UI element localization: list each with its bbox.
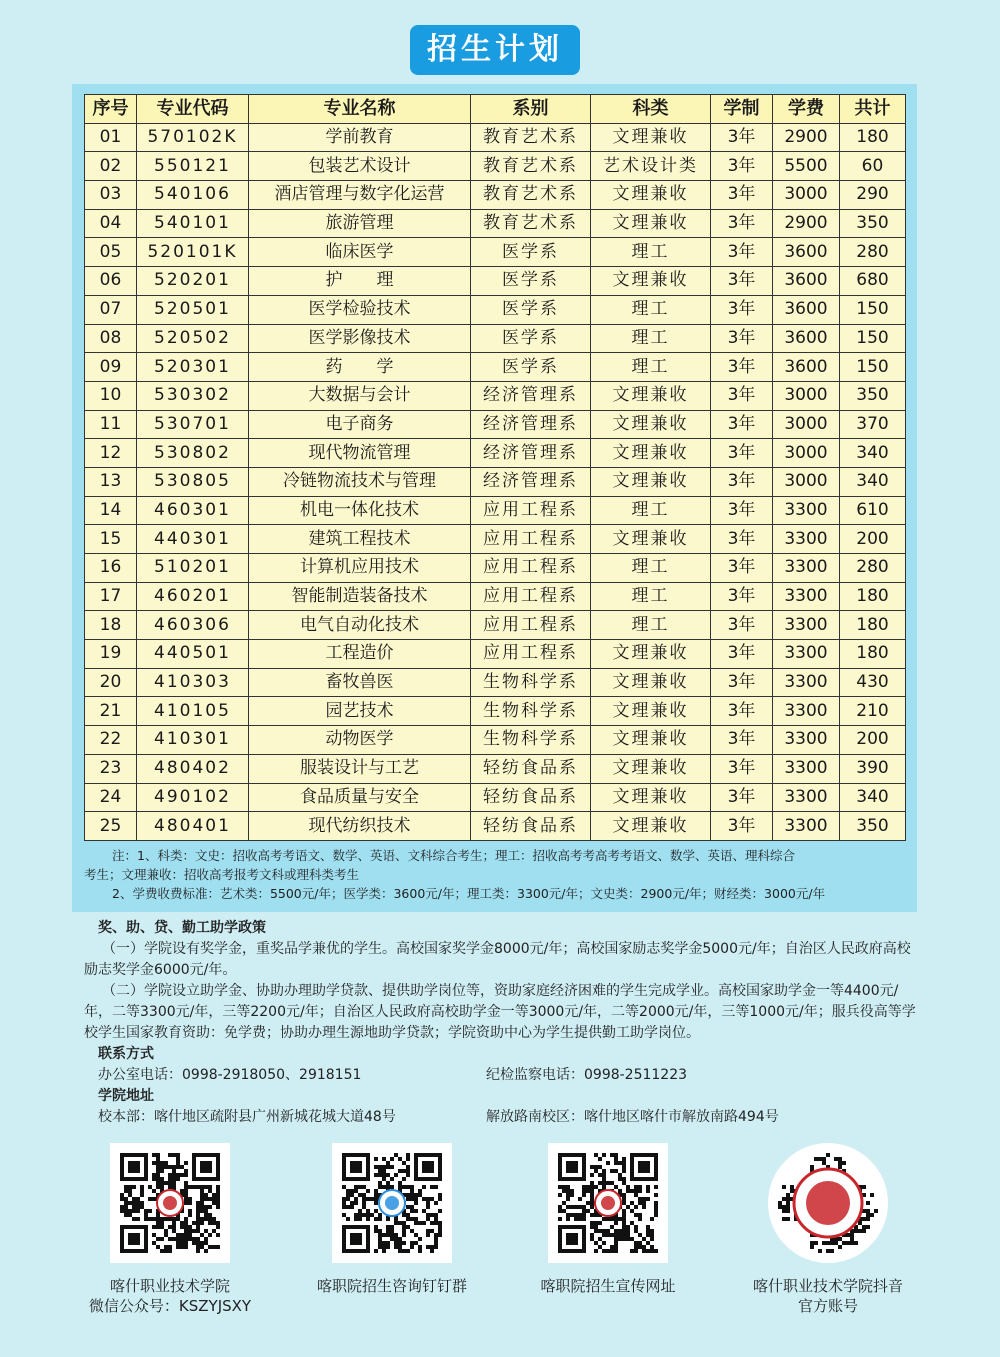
table-cell: 文理兼收 xyxy=(591,726,711,755)
table-cell: 08 xyxy=(85,324,137,353)
enrollment-plan-panel xyxy=(72,84,917,912)
douyin-qr-code xyxy=(768,1143,888,1263)
table-row xyxy=(85,611,906,640)
table-cell: 医学检验技术 xyxy=(249,295,471,324)
table-cell: 经济管理系 xyxy=(471,410,591,439)
table-cell: 3300 xyxy=(773,754,840,783)
table-cell: 应用工程系 xyxy=(471,554,591,583)
table-cell: 食品质量与安全 xyxy=(249,783,471,812)
table-row xyxy=(85,353,906,382)
table-row xyxy=(85,381,906,410)
table-cell: 390 xyxy=(840,754,906,783)
table-cell: 03 xyxy=(85,181,137,210)
table-cell: 3年 xyxy=(711,267,773,296)
table-row xyxy=(85,152,906,181)
table-cell: 350 xyxy=(840,381,906,410)
qr-caption-line: 喀什职业技术学院抖音 xyxy=(752,1277,903,1295)
qr-caption-douyin xyxy=(723,1276,933,1316)
table-cell: 3年 xyxy=(711,554,773,583)
table-cell: 550121 xyxy=(137,152,249,181)
table-cell: 520301 xyxy=(137,353,249,382)
table-cell: 480401 xyxy=(137,812,249,841)
table-cell: 理工 xyxy=(591,295,711,324)
table-cell: 2900 xyxy=(773,209,840,238)
column-header: 专业名称 xyxy=(249,95,471,124)
address-row xyxy=(98,1107,924,1128)
table-cell: 180 xyxy=(840,611,906,640)
table-cell: 3600 xyxy=(773,324,840,353)
table-cell: 教育艺术系 xyxy=(471,181,591,210)
table-cell: 3年 xyxy=(711,353,773,382)
table-cell: 轻纺食品系 xyxy=(471,812,591,841)
table-row xyxy=(85,640,906,669)
table-cell: 生物科学系 xyxy=(471,668,591,697)
table-cell: 3300 xyxy=(773,554,840,583)
table-cell: 动物医学 xyxy=(249,726,471,755)
table-cell: 210 xyxy=(840,697,906,726)
table-cell: 410303 xyxy=(137,668,249,697)
table-cell: 340 xyxy=(840,783,906,812)
table-cell: 畜牧兽医 xyxy=(249,668,471,697)
table-cell: 文理兼收 xyxy=(591,439,711,468)
table-cell: 文理兼收 xyxy=(591,123,711,152)
table-cell: 应用工程系 xyxy=(471,496,591,525)
table-cell: 480402 xyxy=(137,754,249,783)
qr-caption-website xyxy=(503,1276,713,1296)
table-cell: 酒店管理与数字化运营 xyxy=(249,181,471,210)
table-cell: 现代纺织技术 xyxy=(249,812,471,841)
table-cell: 3年 xyxy=(711,410,773,439)
table-cell: 3年 xyxy=(711,496,773,525)
dingtalk-qr-code xyxy=(332,1143,452,1263)
qr-caption-line: 喀职院招生咨询钉钉群 xyxy=(316,1277,467,1295)
table-cell: 理工 xyxy=(591,582,711,611)
table-cell: 生物科学系 xyxy=(471,726,591,755)
qr-caption-line: 喀职院招生宣传网址 xyxy=(540,1277,676,1295)
table-cell: 3年 xyxy=(711,381,773,410)
table-notes xyxy=(84,846,905,903)
table-cell: 3年 xyxy=(711,467,773,496)
table-row xyxy=(85,726,906,755)
table-cell: 200 xyxy=(840,525,906,554)
column-header: 专业代码 xyxy=(137,95,249,124)
table-cell: 护 理 xyxy=(249,267,471,296)
table-cell: 02 xyxy=(85,152,137,181)
table-cell: 智能制造装备技术 xyxy=(249,582,471,611)
table-cell: 520502 xyxy=(137,324,249,353)
table-cell: 电气自动化技术 xyxy=(249,611,471,640)
table-cell: 文理兼收 xyxy=(591,640,711,669)
main-campus-address: 校本部：喀什地区疏附县广州新城花城大道48号 xyxy=(98,1109,396,1125)
table-cell: 3300 xyxy=(773,783,840,812)
table-cell: 3年 xyxy=(711,238,773,267)
table-cell: 610 xyxy=(840,496,906,525)
table-cell: 现代物流管理 xyxy=(249,439,471,468)
table-row xyxy=(85,267,906,296)
website-qr-code xyxy=(548,1143,668,1263)
address-heading: 学院地址 xyxy=(98,1088,154,1104)
table-cell: 410105 xyxy=(137,697,249,726)
table-cell: 文理兼收 xyxy=(591,410,711,439)
table-cell: 大数据与会计 xyxy=(249,381,471,410)
table-cell: 19 xyxy=(85,640,137,669)
table-cell: 理工 xyxy=(591,238,711,267)
column-header: 科类 xyxy=(591,95,711,124)
table-cell: 医学系 xyxy=(471,238,591,267)
table-cell: 文理兼收 xyxy=(591,267,711,296)
table-cell: 06 xyxy=(85,267,137,296)
table-cell: 570102K xyxy=(137,123,249,152)
table-row xyxy=(85,410,906,439)
table-cell: 应用工程系 xyxy=(471,611,591,640)
table-cell: 530701 xyxy=(137,410,249,439)
table-cell: 理工 xyxy=(591,554,711,583)
table-cell: 180 xyxy=(840,123,906,152)
table-cell: 11 xyxy=(85,410,137,439)
table-cell: 440301 xyxy=(137,525,249,554)
table-cell: 680 xyxy=(840,267,906,296)
table-cell: 应用工程系 xyxy=(471,525,591,554)
table-cell: 150 xyxy=(840,324,906,353)
table-row xyxy=(85,467,906,496)
table-cell: 文理兼收 xyxy=(591,209,711,238)
table-row xyxy=(85,324,906,353)
table-cell: 3年 xyxy=(711,123,773,152)
table-cell: 文理兼收 xyxy=(591,381,711,410)
office-phone: 办公室电话：0998-2918050、2918151 xyxy=(98,1067,362,1083)
table-cell: 经济管理系 xyxy=(471,467,591,496)
table-row xyxy=(85,812,906,841)
qr-caption-line: 官方账号 xyxy=(797,1297,858,1315)
table-cell: 22 xyxy=(85,726,137,755)
table-cell: 电子商务 xyxy=(249,410,471,439)
table-cell: 文理兼收 xyxy=(591,697,711,726)
policy-section xyxy=(84,918,924,1128)
table-cell: 60 xyxy=(840,152,906,181)
table-cell: 460301 xyxy=(137,496,249,525)
table-cell: 文理兼收 xyxy=(591,467,711,496)
table-cell: 280 xyxy=(840,238,906,267)
note-line-2: 考生；文理兼收：招收高考报考文科或理科类考生 xyxy=(84,867,360,882)
table-row xyxy=(85,754,906,783)
table-cell: 3600 xyxy=(773,238,840,267)
table-cell: 文理兼收 xyxy=(591,754,711,783)
contact-row xyxy=(98,1065,924,1086)
table-cell: 180 xyxy=(840,582,906,611)
table-cell: 3300 xyxy=(773,525,840,554)
table-cell: 学前教育 xyxy=(249,123,471,152)
table-cell: 3300 xyxy=(773,697,840,726)
table-cell: 3000 xyxy=(773,181,840,210)
column-header: 序号 xyxy=(85,95,137,124)
table-cell: 5500 xyxy=(773,152,840,181)
table-cell: 3年 xyxy=(711,783,773,812)
table-cell: 服装设计与工艺 xyxy=(249,754,471,783)
table-cell: 510201 xyxy=(137,554,249,583)
table-cell: 2900 xyxy=(773,123,840,152)
table-cell: 理工 xyxy=(591,353,711,382)
qr-caption-dingtalk xyxy=(287,1276,497,1296)
table-cell: 3000 xyxy=(773,467,840,496)
table-row xyxy=(85,496,906,525)
table-row xyxy=(85,582,906,611)
qr-caption-wechat xyxy=(65,1276,275,1316)
table-row xyxy=(85,238,906,267)
table-cell: 3300 xyxy=(773,582,840,611)
table-cell: 3300 xyxy=(773,611,840,640)
table-cell: 290 xyxy=(840,181,906,210)
policy-paragraph-1: （一）学院设有奖学金，重奖品学兼优的学生。高校国家奖学金8000元/年；高校国家励志奖学金5000元/年；自治区人民政府高校励志奖学金6000元/年。 xyxy=(84,941,911,978)
table-cell: 15 xyxy=(85,525,137,554)
table-cell: 3年 xyxy=(711,754,773,783)
table-cell: 18 xyxy=(85,611,137,640)
table-cell: 540106 xyxy=(137,181,249,210)
table-cell: 建筑工程技术 xyxy=(249,525,471,554)
table-cell: 理工 xyxy=(591,324,711,353)
table-cell: 150 xyxy=(840,295,906,324)
table-row xyxy=(85,209,906,238)
inspection-phone: 纪检监察电话：0998-2511223 xyxy=(486,1067,688,1083)
table-cell: 23 xyxy=(85,754,137,783)
table-cell: 280 xyxy=(840,554,906,583)
table-cell: 14 xyxy=(85,496,137,525)
table-cell: 440501 xyxy=(137,640,249,669)
table-cell: 24 xyxy=(85,783,137,812)
column-header: 学费 xyxy=(773,95,840,124)
table-cell: 490102 xyxy=(137,783,249,812)
table-cell: 3000 xyxy=(773,381,840,410)
table-cell: 艺术设计类 xyxy=(591,152,711,181)
table-cell: 轻纺食品系 xyxy=(471,783,591,812)
table-cell: 3年 xyxy=(711,181,773,210)
table-cell: 冷链物流技术与管理 xyxy=(249,467,471,496)
table-cell: 3000 xyxy=(773,439,840,468)
table-cell: 经济管理系 xyxy=(471,381,591,410)
table-cell: 10 xyxy=(85,381,137,410)
table-cell: 430 xyxy=(840,668,906,697)
table-cell: 460201 xyxy=(137,582,249,611)
page-title: 招生计划 xyxy=(410,25,580,75)
table-cell: 应用工程系 xyxy=(471,640,591,669)
table-cell: 340 xyxy=(840,439,906,468)
south-campus-address: 解放路南校区：喀什地区喀什市解放南路494号 xyxy=(486,1109,779,1125)
table-cell: 医学系 xyxy=(471,295,591,324)
table-cell: 520101K xyxy=(137,238,249,267)
table-cell: 3年 xyxy=(711,152,773,181)
table-cell: 3600 xyxy=(773,267,840,296)
table-cell: 410301 xyxy=(137,726,249,755)
table-cell: 540101 xyxy=(137,209,249,238)
table-cell: 07 xyxy=(85,295,137,324)
enrollment-plan-table xyxy=(84,94,906,841)
table-cell: 工程造价 xyxy=(249,640,471,669)
table-cell: 教育艺术系 xyxy=(471,209,591,238)
table-header-row xyxy=(85,95,906,124)
table-cell: 文理兼收 xyxy=(591,812,711,841)
contact-heading: 联系方式 xyxy=(98,1046,154,1062)
table-cell: 520501 xyxy=(137,295,249,324)
table-cell: 09 xyxy=(85,353,137,382)
table-cell: 3300 xyxy=(773,668,840,697)
table-cell: 13 xyxy=(85,467,137,496)
table-cell: 3300 xyxy=(773,726,840,755)
qr-caption-line: 微信公众号：KSZYJSXY xyxy=(88,1297,252,1315)
table-cell: 生物科学系 xyxy=(471,697,591,726)
table-cell: 3年 xyxy=(711,439,773,468)
policy-paragraph-2: （二）学院设立助学金、协助办理助学贷款、提供助学岗位等，资助家庭经济困难的学生完成学业。高校国家助学金一等4400元/年，二等3300元/年，三等2200元/年；自治区人民政府高校助学金一等3000元/年，二等2000元/年，三等1000元/年；服兵役高等学校学生国家教育资助：免学费；协助办理生源地助学贷款；学院资助中心为学生提供勤工助学岗位。 xyxy=(84,983,916,1041)
table-cell: 计算机应用技术 xyxy=(249,554,471,583)
table-row xyxy=(85,525,906,554)
table-cell: 21 xyxy=(85,697,137,726)
table-cell: 350 xyxy=(840,209,906,238)
table-cell: 文理兼收 xyxy=(591,525,711,554)
table-cell: 文理兼收 xyxy=(591,181,711,210)
table-cell: 理工 xyxy=(591,496,711,525)
table-cell: 3年 xyxy=(711,640,773,669)
table-cell: 医学系 xyxy=(471,267,591,296)
table-cell: 3年 xyxy=(711,209,773,238)
table-cell: 530302 xyxy=(137,381,249,410)
table-cell: 3年 xyxy=(711,525,773,554)
column-header: 系别 xyxy=(471,95,591,124)
policy-heading: 奖、助、贷、勤工助学政策 xyxy=(98,920,266,936)
table-cell: 医学系 xyxy=(471,324,591,353)
table-cell: 3600 xyxy=(773,295,840,324)
table-cell: 3年 xyxy=(711,611,773,640)
column-header: 共计 xyxy=(840,95,906,124)
table-cell: 医学系 xyxy=(471,353,591,382)
table-row xyxy=(85,181,906,210)
table-cell: 3年 xyxy=(711,668,773,697)
table-cell: 12 xyxy=(85,439,137,468)
table-cell: 理工 xyxy=(591,611,711,640)
table-cell: 文理兼收 xyxy=(591,783,711,812)
table-cell: 机电一体化技术 xyxy=(249,496,471,525)
table-cell: 3年 xyxy=(711,324,773,353)
table-cell: 340 xyxy=(840,467,906,496)
table-cell: 教育艺术系 xyxy=(471,152,591,181)
table-cell: 3300 xyxy=(773,496,840,525)
table-cell: 3年 xyxy=(711,697,773,726)
table-cell: 文理兼收 xyxy=(591,668,711,697)
table-cell: 3300 xyxy=(773,640,840,669)
table-cell: 旅游管理 xyxy=(249,209,471,238)
table-cell: 3000 xyxy=(773,410,840,439)
table-cell: 150 xyxy=(840,353,906,382)
wechat-qr-code xyxy=(110,1143,230,1263)
table-cell: 200 xyxy=(840,726,906,755)
table-cell: 临床医学 xyxy=(249,238,471,267)
table-row xyxy=(85,783,906,812)
table-cell: 180 xyxy=(840,640,906,669)
table-cell: 350 xyxy=(840,812,906,841)
note-line-1: 注：1、科类：文史：招收高考考语文、数学、英语、文科综合考生；理工：招收高考考高考考语文、数学、英语、理科综合 xyxy=(112,848,795,863)
column-header: 学制 xyxy=(711,95,773,124)
table-cell: 医学影像技术 xyxy=(249,324,471,353)
table-cell: 应用工程系 xyxy=(471,582,591,611)
table-cell: 3300 xyxy=(773,812,840,841)
table-cell: 520201 xyxy=(137,267,249,296)
table-cell: 04 xyxy=(85,209,137,238)
table-cell: 3600 xyxy=(773,353,840,382)
table-cell: 20 xyxy=(85,668,137,697)
table-cell: 3年 xyxy=(711,295,773,324)
table-cell: 530802 xyxy=(137,439,249,468)
table-cell: 包装艺术设计 xyxy=(249,152,471,181)
table-row xyxy=(85,295,906,324)
table-cell: 3年 xyxy=(711,812,773,841)
table-row xyxy=(85,697,906,726)
table-cell: 530805 xyxy=(137,467,249,496)
table-cell: 25 xyxy=(85,812,137,841)
table-cell: 轻纺食品系 xyxy=(471,754,591,783)
table-cell: 药 学 xyxy=(249,353,471,382)
table-cell: 01 xyxy=(85,123,137,152)
table-row xyxy=(85,439,906,468)
table-cell: 460306 xyxy=(137,611,249,640)
table-cell: 3年 xyxy=(711,582,773,611)
table-row xyxy=(85,123,906,152)
table-cell: 教育艺术系 xyxy=(471,123,591,152)
table-cell: 370 xyxy=(840,410,906,439)
table-cell: 05 xyxy=(85,238,137,267)
note-line-3: 2、学费收费标准：艺术类：5500元/年；医学类：3600元/年；理工类：3300元/年；文史类：2900元/年；财经类：3000元/年 xyxy=(112,886,826,901)
table-cell: 经济管理系 xyxy=(471,439,591,468)
table-cell: 17 xyxy=(85,582,137,611)
table-row xyxy=(85,668,906,697)
qr-caption-line: 喀什职业技术学院 xyxy=(109,1277,230,1295)
table-cell: 16 xyxy=(85,554,137,583)
table-row xyxy=(85,554,906,583)
table-cell: 3年 xyxy=(711,726,773,755)
table-cell: 园艺技术 xyxy=(249,697,471,726)
